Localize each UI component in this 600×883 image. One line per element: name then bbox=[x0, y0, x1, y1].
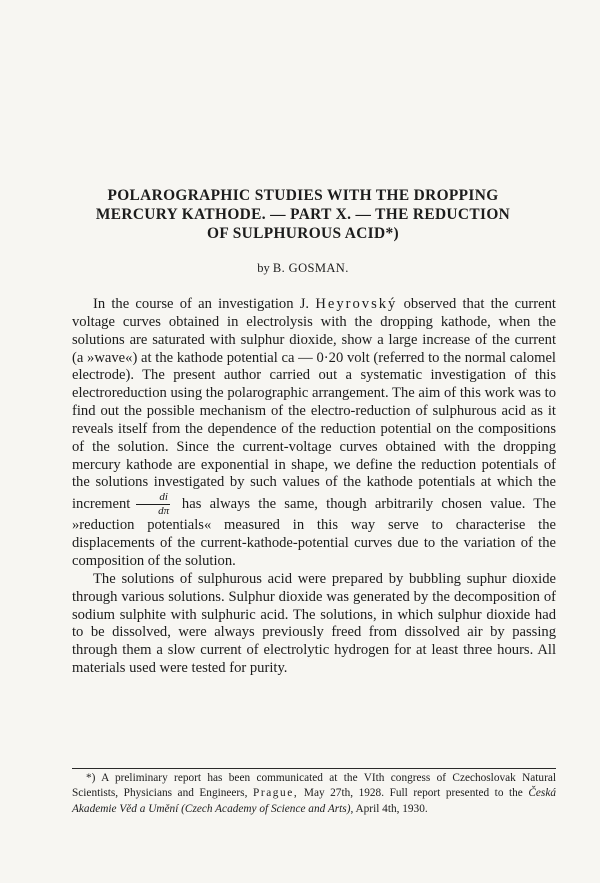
increment-fraction bbox=[136, 492, 170, 517]
footnote-part-c: April 4th, 1930. bbox=[355, 802, 428, 815]
author-line bbox=[60, 261, 546, 276]
footnote-divider bbox=[72, 768, 556, 769]
paragraph-1 bbox=[72, 296, 556, 571]
footnote-part-b: May 27th, 1928. Full report presented to the bbox=[303, 787, 523, 800]
fraction-numerator: di bbox=[136, 492, 170, 505]
footnote-academy-name: Česká Akademie Věd a Umění (Czech Academy of Science and Arts), bbox=[72, 787, 556, 815]
article-body bbox=[72, 296, 556, 678]
footnote bbox=[72, 771, 556, 817]
article-title bbox=[60, 186, 546, 243]
fraction-denominator: dπ bbox=[158, 505, 170, 518]
title-line-1: POLAROGRAPHIC STUDIES WITH THE DROPPING bbox=[107, 187, 499, 204]
paragraph-2: The solutions of sulphurous acid were prepared by bubbling suphur dioxide through various solutions. Sulphur dioxide was generated by the decomposition of sodium sulphite with sulphuric acid. The solutions, in which sulphur dioxide had to be dissolved, were always previously freed from dissolved air by passing through them a slow current of electrolytic hydrogen for at least three hours. All materials used were tested for purity. bbox=[72, 570, 556, 677]
footnote-part-a: *) A preliminary report has been communicated at the VIth congress of Czechoslovak Natural Scientists, Physicians and Engineers, bbox=[72, 772, 556, 800]
paragraph-1-part-c: has always the same, though arbitrarily chosen value. The »reduction potentials« measured in this way serve to characterise the displacements of the current-kathode-potential curves due to the variation of the composition of the solution. bbox=[72, 496, 556, 569]
author-name: B. GOSMAN. bbox=[272, 261, 349, 275]
cited-author-name: Heyrovský bbox=[315, 296, 398, 312]
title-line-3: OF SULPHUROUS ACID*) bbox=[207, 225, 399, 242]
paragraph-1-part-b: observed that the current voltage curves obtained in electrolysis with the dropping kathode, when the solutions are saturated with sulphur dioxide, show a large increase of the current (a »wave«) at the kathode potential ca — 0·20 volt (referred to the normal calomel electrode). The present author carried out a systematic investigation of this electroreduction using the polarographic arrangement. The aim of this work was to find out the possible mechanism of the electro-reduction of sulphurous acid as it reveals itself from the dependence of the reduction potential on the compositions of the solution. Since the current-voltage curves obtained with the dropping mercury kathode are exponential in shape, we define the reduction potentials of the solutions investigated by such values of the kathode potentials at which the increment bbox=[72, 296, 556, 513]
title-line-2: MERCURY KATHODE. — PART X. — THE REDUCTION bbox=[95, 206, 511, 223]
paragraph-1-part-a: In the course of an investigation J. bbox=[93, 296, 310, 312]
author-prefix: by bbox=[257, 261, 270, 275]
footnote-city: Prague, bbox=[252, 787, 299, 800]
